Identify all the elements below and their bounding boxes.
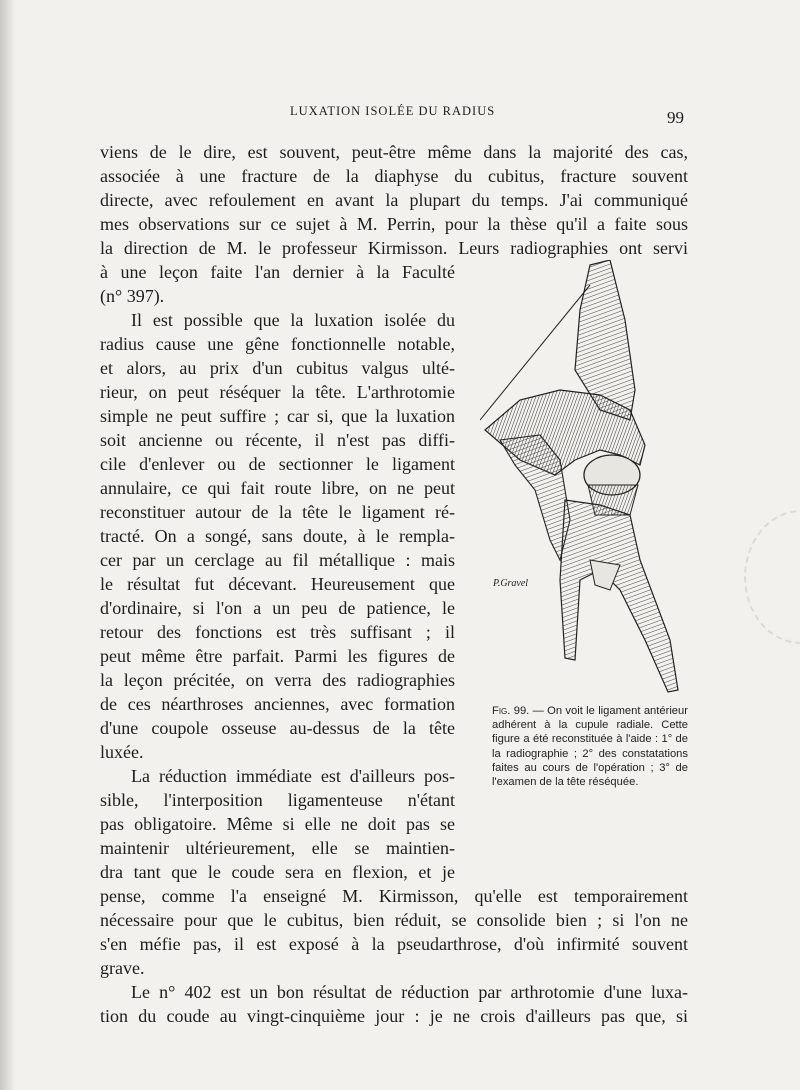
text-line: nécessaire pour que le cubitus, bien réduit, se consolide bien ; si l'on ne bbox=[100, 910, 688, 930]
text-line: retour des fonctions est très suffisant ; il bbox=[100, 622, 455, 642]
running-title: LUXATION ISOLÉE DU RADIUS bbox=[290, 104, 496, 118]
text-line: sible, l'interposition ligamenteuse n'étant bbox=[100, 790, 455, 810]
page-header bbox=[100, 104, 690, 128]
text-line: cile d'enlever ou de sectionner le ligament bbox=[100, 454, 455, 474]
text-line: la direction de M. le professeur Kirmisson. Leurs radiographies ont servi bbox=[100, 238, 688, 258]
text-line: radius cause une gêne fonctionnelle notable, bbox=[100, 334, 455, 354]
text-line: pense, comme l'a enseigné M. Kirmisson, qu'elle est temporairement bbox=[100, 886, 688, 906]
text-line: grave. bbox=[100, 958, 145, 978]
text-line: s'en méfie pas, il est exposé à la pseudarthrose, d'où infirmité souvent bbox=[100, 934, 688, 954]
text-line: tion du coude au vingt-cinquième jour : je ne crois d'ailleurs pas que, si bbox=[100, 1006, 688, 1026]
page-edge-shadow bbox=[0, 0, 14, 1090]
text-line: luxée. bbox=[100, 742, 144, 762]
text-line: d'ordinaire, si l'on a un peu de patience, le bbox=[100, 598, 455, 618]
figure-caption-text: — On voit le ligament antérieur adhérent à la cupule radiale. Cette figure a été reconstituée à l'aide : 1° de la radiographie ; 2° des constatations faites au cours de l'opération ; 3° de l'examen de la tête réséquée. bbox=[492, 705, 688, 789]
text-line: de ces néarthroses anciennes, avec formation bbox=[100, 694, 455, 714]
text-line: d'une coupole osseuse au-dessus de la tête bbox=[100, 718, 455, 738]
text-line: viens de le dire, est souvent, peut-être même dans la majorité des cas, bbox=[100, 142, 688, 162]
elbow-drawing-svg bbox=[480, 260, 685, 700]
text-line: dra tant que le coude sera en flexion, et je bbox=[100, 862, 455, 882]
figure-caption bbox=[492, 704, 688, 789]
text-line: Le n° 402 est un bon résultat de réduction par arthrotomie d'une luxa- bbox=[131, 982, 688, 1002]
page-number: 99 bbox=[667, 108, 684, 127]
text-line: mes observations sur ce sujet à M. Perrin, pour la thèse qu'il a faite sous bbox=[100, 214, 688, 234]
text-line: simple ne peut suffire ; car si, que la luxation bbox=[100, 406, 455, 426]
text-line: rieur, on peut réséquer la tête. L'arthrotomie bbox=[100, 382, 455, 402]
text-line: la leçon précitée, on verra des radiographies bbox=[100, 670, 455, 690]
elbow-illustration bbox=[480, 260, 685, 700]
text-line: peut même être parfait. Parmi les figures de bbox=[100, 646, 455, 666]
text-line: pas obligatoire. Même si elle ne doit pas se bbox=[100, 814, 455, 834]
text-line: soit ancienne ou récente, il n'est pas diffi- bbox=[100, 430, 455, 450]
text-line: cer par un cerclage au fil métallique : mais bbox=[100, 550, 455, 570]
artist-signature: P.Gravel bbox=[493, 578, 529, 589]
text-line: La réduction immédiate est d'ailleurs pos- bbox=[131, 766, 455, 786]
text-line: annulaire, ce qui fait route libre, on ne peut bbox=[100, 478, 455, 498]
figure-label: Fig. 99. bbox=[492, 705, 530, 717]
text-line: maintenir ultérieurement, elle se maintien- bbox=[100, 838, 455, 858]
text-line: associée à une fracture de la diaphyse du cubitus, fracture souvent bbox=[100, 166, 688, 186]
text-line: Il est possible que la luxation isolée du bbox=[131, 310, 455, 330]
text-line: reconstituer autour de la tête le ligament ré- bbox=[100, 502, 455, 522]
library-stamp bbox=[744, 510, 800, 644]
text-line: à une leçon faite l'an dernier à la Faculté bbox=[100, 262, 455, 282]
text-line: (n° 397). bbox=[100, 286, 165, 306]
text-line: tracté. On a songé, sans doute, à le rempla- bbox=[100, 526, 455, 546]
text-line: directe, avec refoulement en avant la plupart du temps. J'ai communiqué bbox=[100, 190, 688, 210]
text-line: et alors, au prix d'un cubitus valgus ulté- bbox=[100, 358, 455, 378]
text-line: le résultat fut décevant. Heureusement que bbox=[100, 574, 455, 594]
